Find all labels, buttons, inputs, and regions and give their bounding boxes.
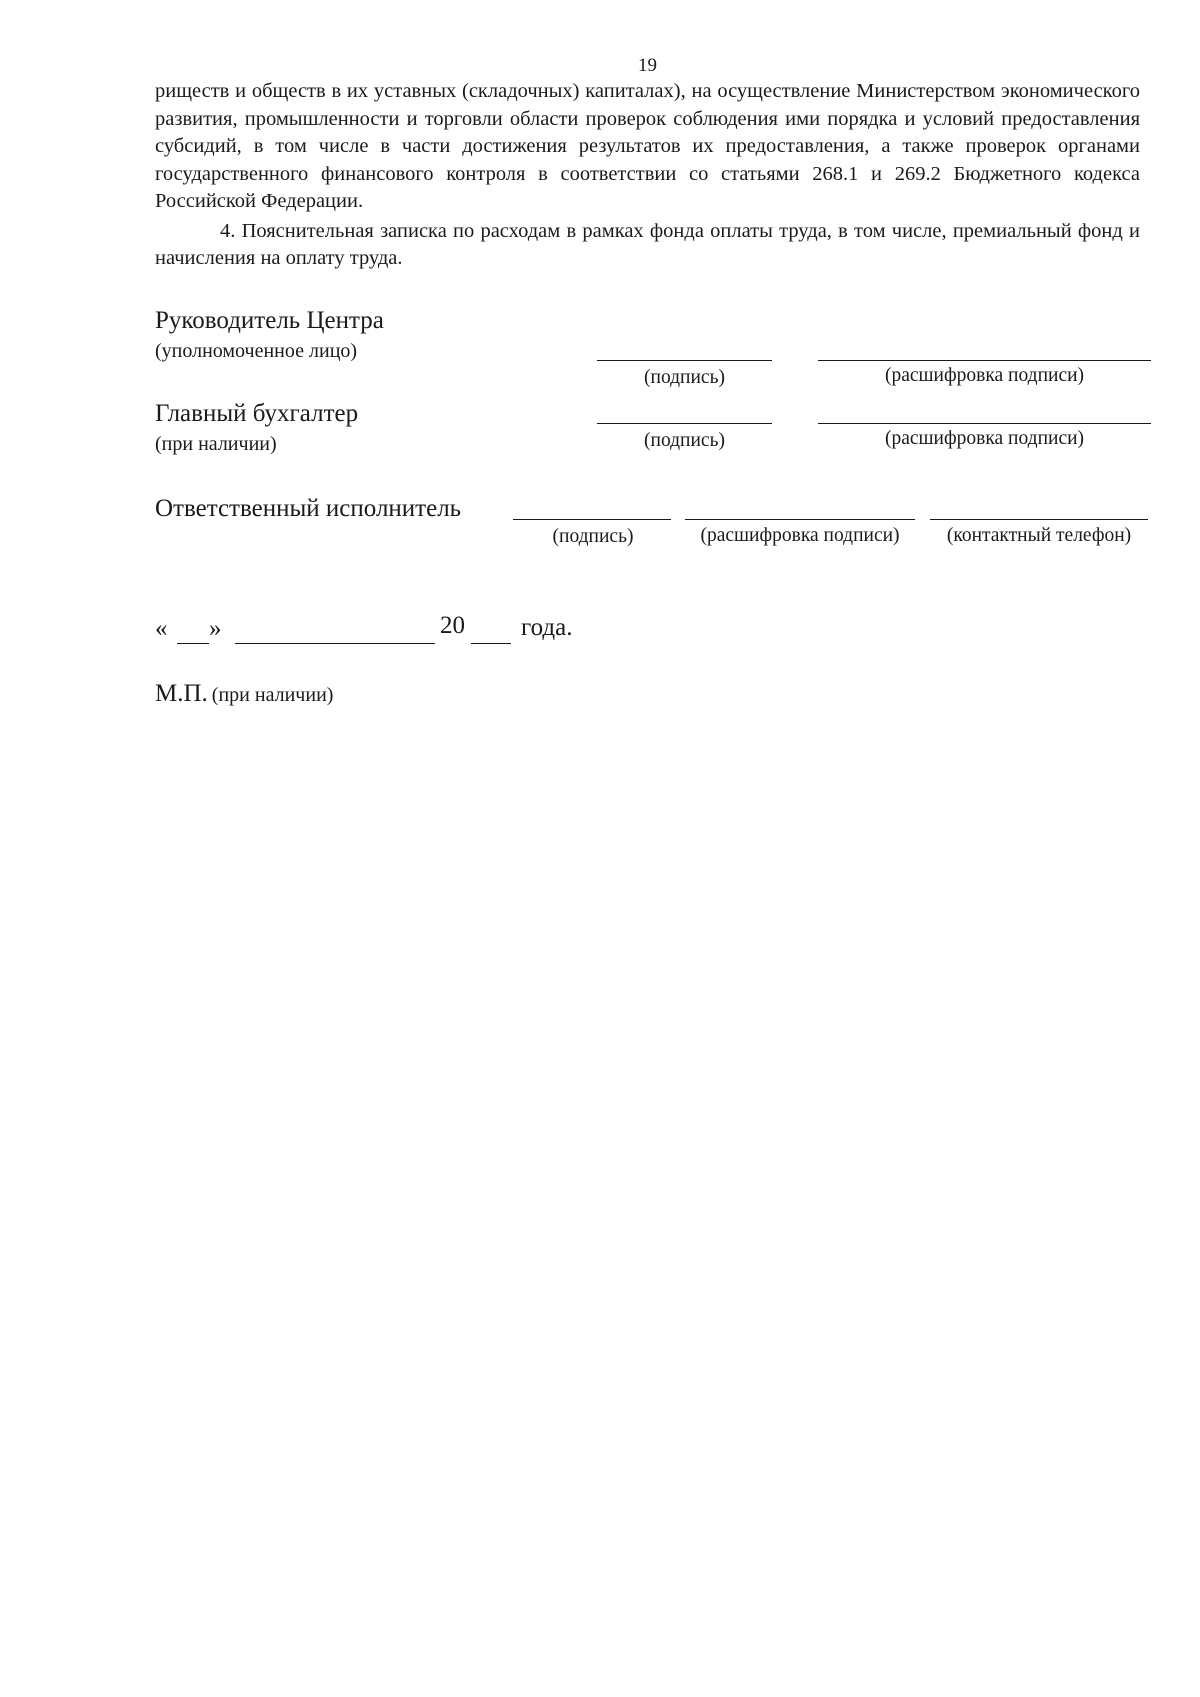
date-day-line[interactable]: [177, 643, 209, 644]
head-title: Руководитель Центра: [155, 307, 384, 334]
head-subtitle: (уполномоченное лицо): [155, 340, 358, 362]
executor-sign-caption: (подпись): [552, 526, 634, 547]
executor-signature-line[interactable]: [513, 519, 671, 520]
accountant-sign-caption: (подпись): [644, 430, 725, 451]
executor-phone-caption: (контактный телефон): [946, 525, 1132, 546]
date-close-quote: »: [209, 615, 222, 642]
date-month-line[interactable]: [235, 643, 435, 644]
head-signature-line[interactable]: [597, 360, 772, 361]
date-suffix: года.: [521, 614, 573, 641]
executor-decode-line[interactable]: [685, 519, 915, 520]
accountant-decode-caption: (расшифровка подписи): [884, 428, 1085, 449]
executor-title: Ответственный исполнитель: [155, 495, 462, 522]
accountant-decode-line[interactable]: [818, 423, 1151, 424]
head-decode-caption: (расшифровка подписи): [884, 365, 1085, 386]
accountant-subtitle: (при наличии): [155, 433, 277, 455]
stamp-note: (при наличии): [211, 684, 334, 706]
paragraph-explanatory-note: 4. Пояснительная записка по расходам в рамках фонда оплаты труда, в том числе, премиальный фонд и начисления на оплату труда.: [155, 219, 1140, 269]
accountant-signature-line[interactable]: [597, 423, 772, 424]
paragraph-continuation: риществ и обществ в их уставных (складочных) капиталах), на осуществление Министерством экономического развития, промышленности и торговли области проверок соблюдения ими порядка и условий предоставления субсидий, в том числе в части достижения результатов их предоставления, а также проверок органами государственного финансового контроля в соответствии со статьями 268.1 и 269.2 Бюджетного кодекса Российской Федерации.: [155, 80, 1140, 212]
stamp-label: М.П.: [155, 680, 208, 707]
body-text: [155, 78, 1140, 273]
date-year-line[interactable]: [471, 643, 511, 644]
head-sign-caption: (подпись): [644, 367, 725, 388]
page-number: 19: [638, 55, 657, 76]
date-year-prefix: 20: [440, 612, 465, 639]
head-decode-line[interactable]: [818, 360, 1151, 361]
date-open-quote: «: [155, 615, 168, 642]
accountant-title: Главный бухгалтер: [155, 400, 359, 427]
executor-phone-line[interactable]: [930, 519, 1148, 520]
executor-decode-caption: (расшифровка подписи): [700, 525, 900, 546]
stamp-block: [155, 680, 333, 708]
